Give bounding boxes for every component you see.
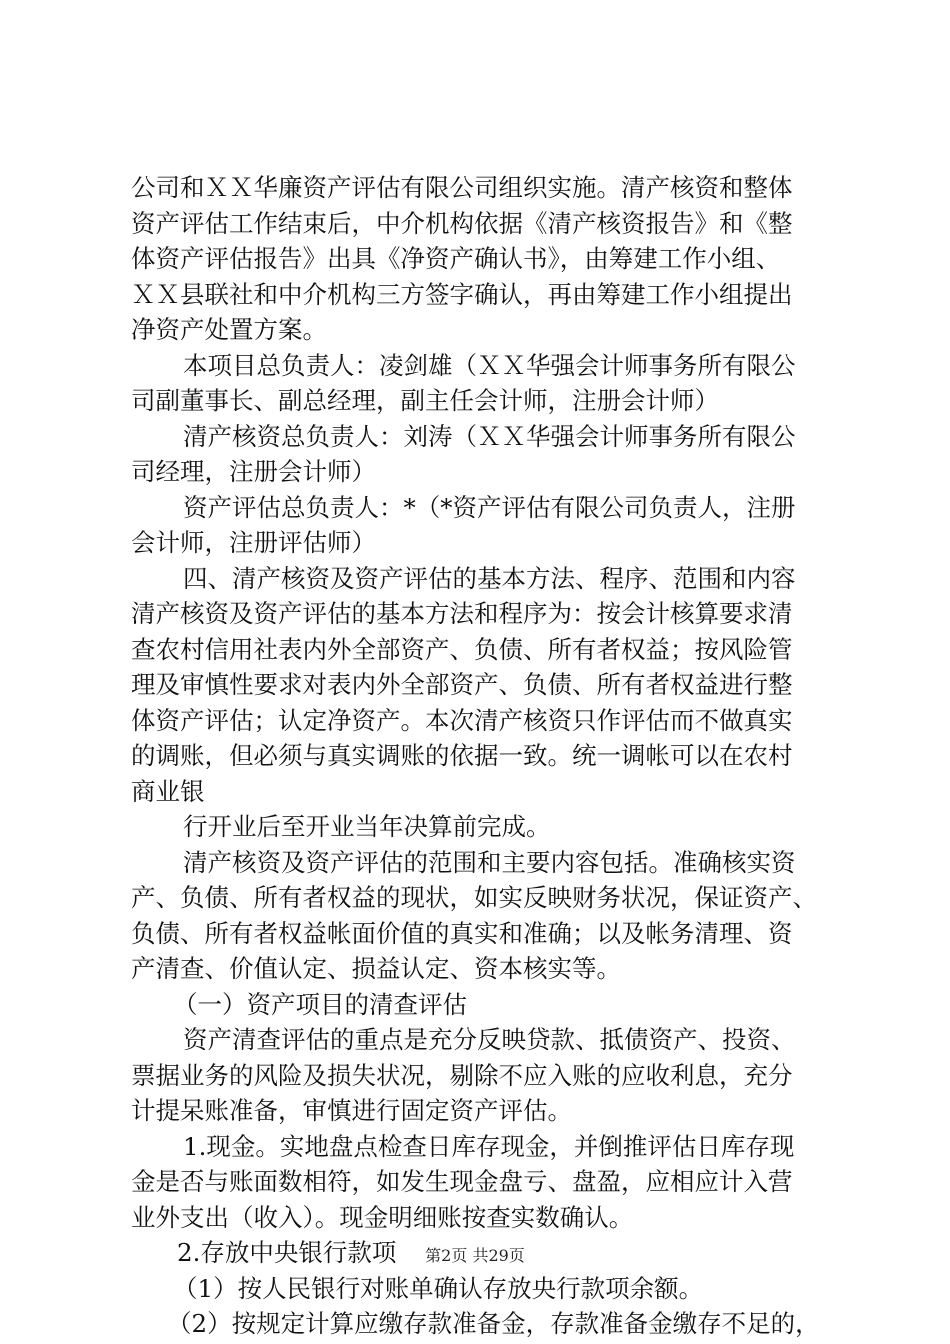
text-line: 业外支出（收入）。现金明细账按查实数确认。: [131, 1202, 634, 1232]
text-line: 公司和ＸＸ华廉资产评估有限公司组织实施。清产核资和整体: [131, 173, 793, 202]
text-line: 净资产处置方案。: [131, 315, 327, 344]
text-line: 资产评估总负责人：*（*资产评估有限公司负责人，注册: [183, 492, 796, 522]
text-line: 理及审慎性要求对表内外全部资产、负债、所有者权益进行整: [131, 670, 793, 699]
text-line: 体资产评估；认定净资产。本次清产核资只作评估而不做真实: [131, 705, 793, 735]
text-line: 司副董事长、副总经理，副主任会计师，注册会计师）: [131, 386, 719, 415]
text-line: 清产核资及资产评估的范围和主要内容包括。准确核实资: [183, 847, 796, 877]
subsection-heading: （一）资产项目的清查评估: [173, 989, 467, 1019]
text-line: 产、负债、所有者权益的现状，如实反映财务状况，保证资产、: [131, 883, 817, 912]
text-line: （2）按规定计算应缴存款准备金，存款准备金缴存不足的，: [167, 1309, 820, 1338]
text-line: 行开业后至开业当年决算前完成。: [183, 812, 551, 841]
text-line: 资产清查评估的重点是充分反映贷款、抵债资产、投资、: [183, 1025, 796, 1054]
text-line: 查农村信用社表内外全部资产、负债、所有者权益；按风险管: [131, 634, 793, 664]
text-line: ＸＸ县联社和中介机构三方签字确认，再由筹建工作小组提出: [131, 279, 793, 309]
item-heading: 2.存放中央银行款项: [177, 1238, 397, 1267]
document-body: [131, 170, 831, 1342]
text-line: 的调账，但必须与真实调账的依据一致。统一调帐可以在农村: [131, 741, 793, 770]
text-line: 1.现金。实地盘点检查日库存现金，并倒推评估日库存现: [183, 1131, 795, 1161]
text-line: 计提呆账准备，审慎进行固定资产评估。: [131, 1096, 572, 1125]
text-line: 商业银: [131, 776, 205, 806]
text-line: 金是否与账面数相符，如发生现金盘亏、盘盈，应相应计入营: [131, 1167, 793, 1196]
text-line: （1）按人民银行对账单确认存放央行款项余额。: [173, 1273, 704, 1303]
text-line: 负债、所有者权益帐面价值的真实和准确；以及帐务清理、资: [131, 918, 793, 948]
text-line: 清产核资及资产评估的基本方法和程序为：按会计核算要求清: [131, 599, 793, 628]
text-line: 司经理，注册会计师）: [131, 457, 376, 486]
text-line: 体资产评估报告》出具《净资产确认书》，由筹建工作小组、: [131, 244, 781, 273]
text-line: 票据业务的风险及损失状况，剔除不应入账的应收利息，充分: [131, 1060, 793, 1090]
text-line: 本项目总负责人：凌剑雄（ＸＸ华强会计师事务所有限公: [183, 350, 796, 380]
page-number: 第2页 共29页: [425, 1246, 525, 1265]
section-heading: 四、清产核资及资产评估的基本方法、程序、范围和内容: [183, 563, 796, 593]
text-line: 清产核资总负责人：刘涛（ＸＸ华强会计师事务所有限公: [183, 421, 796, 451]
text-line: 资产评估工作结束后，中介机构依据《清产核资报告》和《整: [131, 208, 793, 238]
page-footer: [0, 1243, 950, 1266]
text-line: 产清查、价值认定、损益认定、资本核实等。: [131, 954, 621, 983]
text-line: 会计师，注册评估师）: [131, 528, 376, 557]
